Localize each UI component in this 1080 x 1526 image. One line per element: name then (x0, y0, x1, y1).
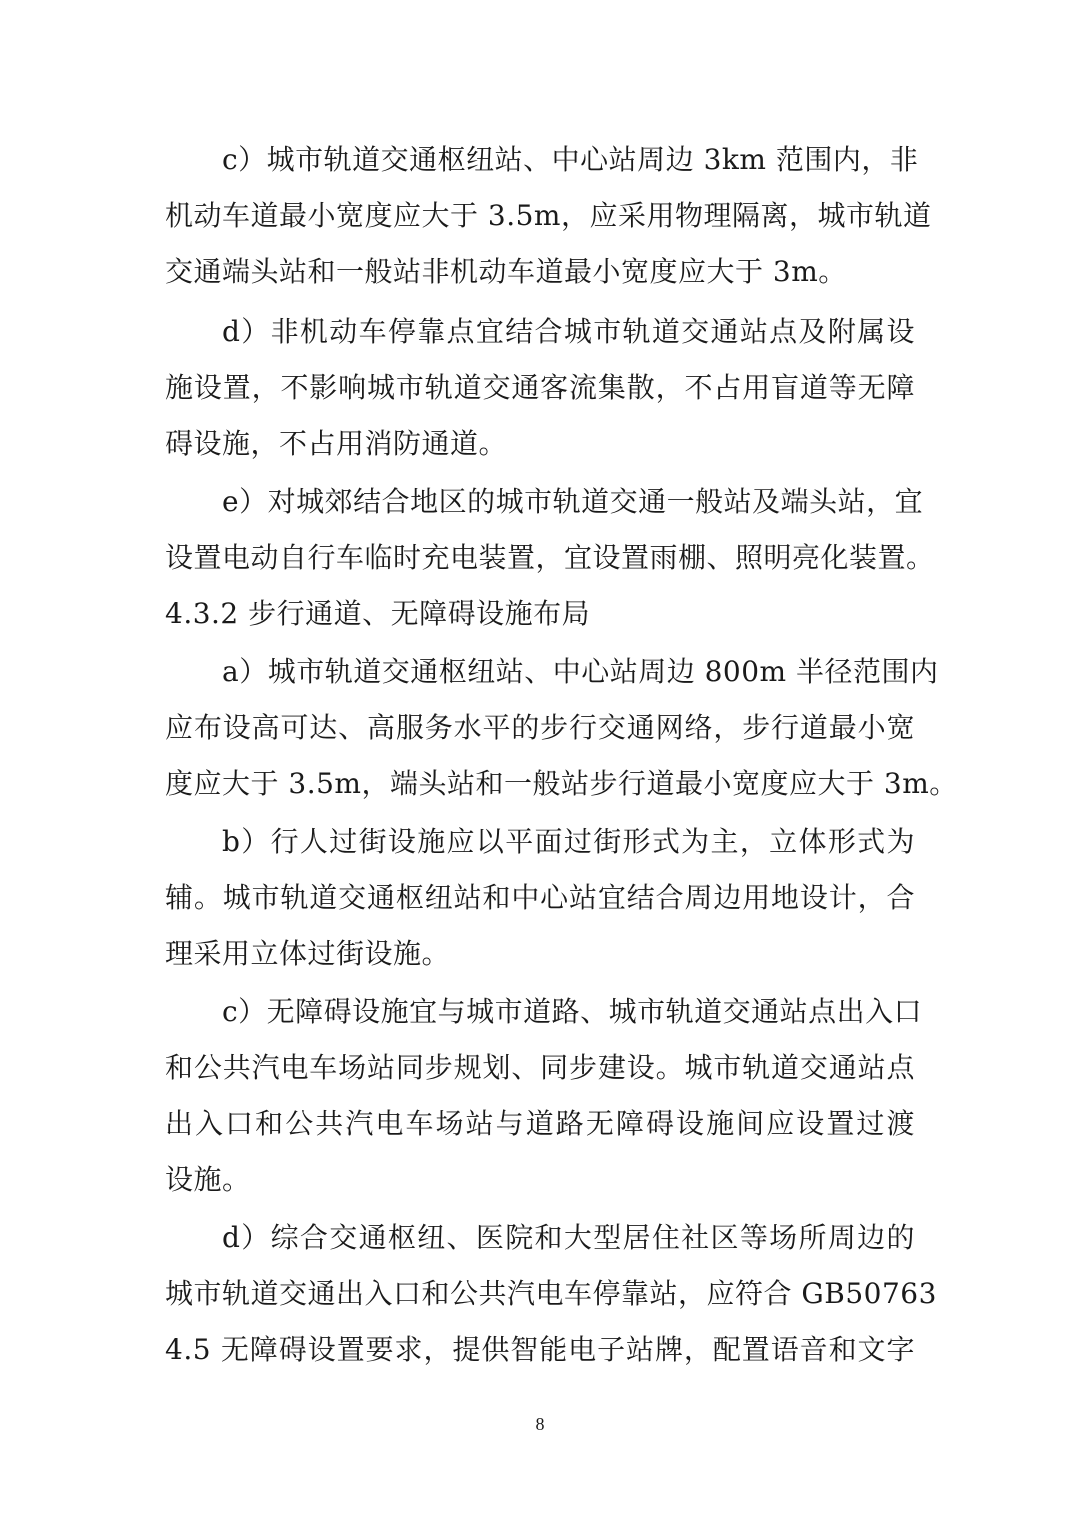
text-line: 出入口和公共汽电车场站与道路无障碍设施间应设置过渡 (165, 1107, 915, 1140)
text-line: 理采用立体过街设施。 (165, 937, 451, 970)
text-line: d）综合交通枢纽、医院和大型居住社区等场所周边的 (222, 1221, 915, 1254)
text-line: b）行人过街设施应以平面过街形式为主，立体形式为 (222, 825, 915, 858)
text-line: a）城市轨道交通枢纽站、中心站周边 800m 半径范围内 (222, 655, 939, 688)
text-line: 碍设施，不占用消防通道。 (165, 427, 508, 460)
text-line: 辅。城市轨道交通枢纽站和中心站宜结合周边用地设计，合 (165, 881, 915, 914)
text-line: 和公共汽电车场站同步规划、同步建设。城市轨道交通站点 (165, 1051, 915, 1084)
text-line: 设施。 (165, 1163, 251, 1196)
section-heading: 4.3.2 步行通道、无障碍设施布局 (165, 597, 591, 630)
text-line: d）非机动车停靠点宜结合城市轨道交通站点及附属设 (222, 315, 915, 348)
text-line: 设置电动自行车临时充电装置，宜设置雨棚、照明亮化装置。 (165, 541, 935, 574)
text-line: 施设置，不影响城市轨道交通客流集散，不占用盲道等无障 (165, 371, 915, 404)
text-line: 城市轨道交通出入口和公共汽电车停靠站，应符合 GB50763 (165, 1277, 937, 1310)
page-number: 8 (535, 1414, 545, 1434)
text-line: 机动车道最小宽度应大于 3.5m，应采用物理隔离，城市轨道 (165, 199, 932, 232)
text-line: c）城市轨道交通枢纽站、中心站周边 3km 范围内，非 (222, 143, 919, 176)
text-line: 度应大于 3.5m，端头站和一般站步行道最小宽度应大于 3m。 (165, 767, 958, 800)
text-line: 交通端头站和一般站非机动车道最小宽度应大于 3m。 (165, 255, 847, 288)
text-line: 应布设高可达、高服务水平的步行交通网络，步行道最小宽 (165, 711, 915, 744)
text-line: 4.5 无障碍设置要求，提供智能电子站牌，配置语音和文字 (165, 1333, 915, 1366)
text-line: c）无障碍设施宜与城市道路、城市轨道交通站点出入口 (222, 995, 923, 1028)
text-line: e）对城郊结合地区的城市轨道交通一般站及端头站，宜 (222, 485, 924, 518)
